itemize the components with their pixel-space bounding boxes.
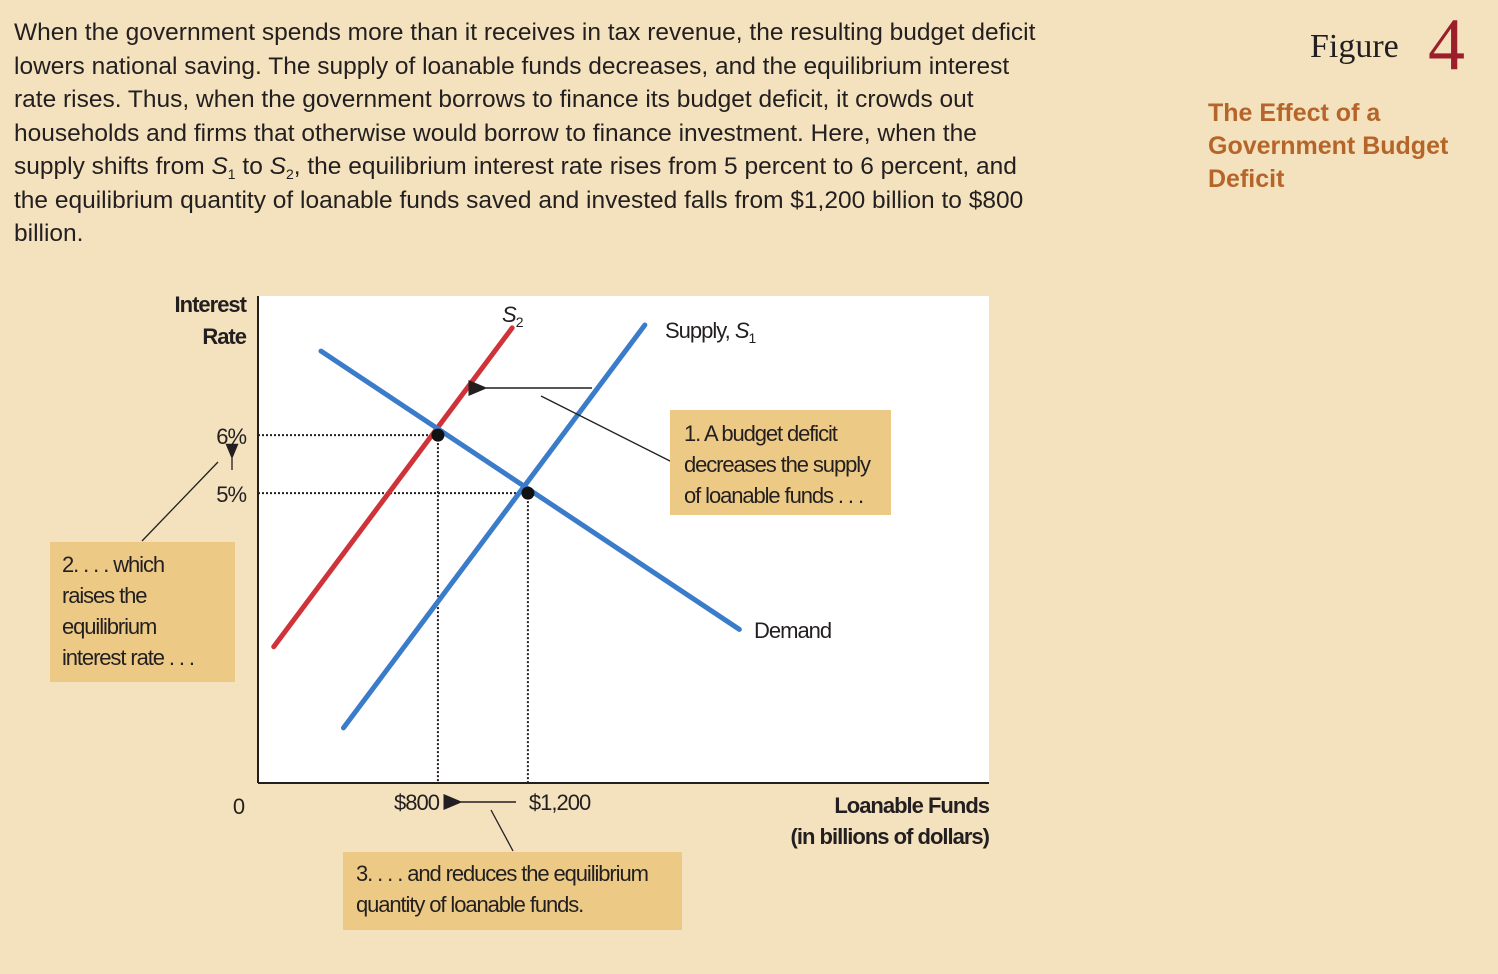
y-tick-label: 6%	[216, 424, 246, 450]
y-tick-label: 5%	[216, 482, 246, 508]
y-axis-label: Interest	[174, 292, 246, 317]
caption-s1-symbol: S	[211, 153, 228, 180]
caption-s2-subscript: 2	[285, 166, 294, 182]
demand-label: Demand	[754, 618, 832, 643]
annotation-line: quantity of loanable funds.	[356, 892, 584, 917]
annotation-raises-rate	[50, 542, 235, 682]
x-axis-label: Loanable Funds	[834, 793, 989, 818]
figure-number: 4	[1428, 4, 1465, 86]
x-axis-label: (in billions of dollars)	[790, 824, 989, 849]
annotation-line: raises the	[62, 583, 147, 608]
annotation-line: 2. . . . which	[62, 552, 164, 577]
caption-s2-symbol: S	[269, 153, 286, 180]
caption-part-1: When the government spends more than it receives in tax revenue, the resulting budget deficit lowers national saving. The supply of loanable funds decreases, and the equilibrium interest rate rises. Thus, when the government borrows to finance its budget deficit, it crowds out households and firms that otherwise would borrow to finance investment. Here, when the supply shifts from	[14, 19, 1036, 180]
annotation-line: of loanable funds . . .	[684, 483, 863, 508]
s2-label: $S_2$	[502, 302, 523, 330]
x-tick-label: $800	[393, 790, 439, 815]
caption-part-2: to	[235, 153, 270, 180]
equilibrium-point	[431, 429, 444, 442]
annotation-line: 1. A budget deficit	[684, 421, 837, 446]
annotation-reduces-quantity	[343, 852, 682, 930]
note-2-leader-line	[142, 462, 218, 541]
annotation-line: 3. . . . and reduces the equilibrium	[356, 861, 648, 886]
annotation-line: interest rate . . .	[62, 645, 194, 670]
annotation-budget-deficit	[670, 410, 891, 515]
x-tick-label: $1,200	[528, 790, 591, 815]
caption-part-3: , the equilibrium interest rate rises from 5 percent to 6 percent, and the equilibrium quantity of loanable funds saved and invested falls from $1,200 billion to $800 billion.	[14, 153, 1024, 247]
figure-title: The Effect of a Government Budget Deficit	[1208, 99, 1449, 193]
origin-label: 0	[232, 794, 246, 819]
supply-s1-label: Supply, $S_1$	[665, 318, 756, 346]
y-axis-label: Rate	[202, 324, 246, 349]
figure-label: Figure	[1310, 28, 1399, 65]
equilibrium-point	[521, 487, 534, 500]
note-3-leader-line	[491, 810, 513, 851]
annotation-line: equilibrium	[62, 614, 157, 639]
caption-s1-subscript: 1	[227, 166, 236, 182]
annotation-line: decreases the supply	[684, 452, 870, 477]
plot-area	[258, 296, 989, 783]
